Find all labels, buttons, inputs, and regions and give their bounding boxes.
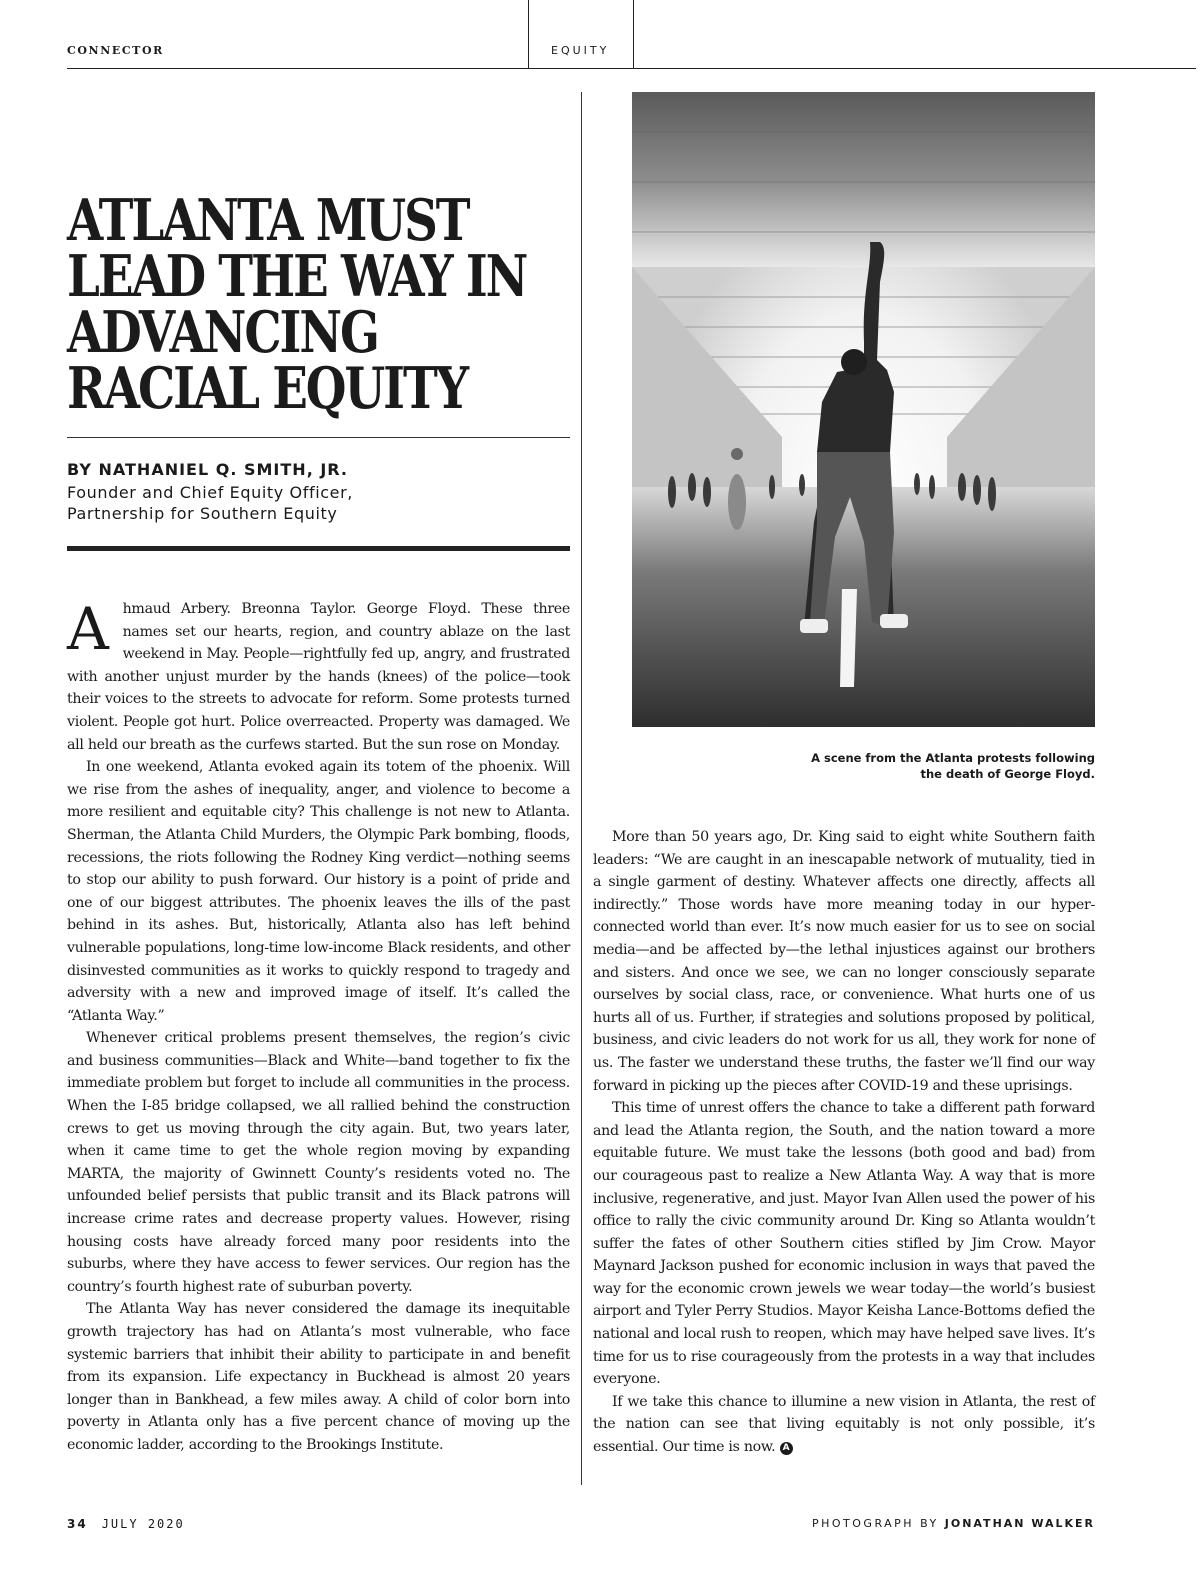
section-label: CONNECTOR [67, 44, 164, 57]
photo-credit-name: JONATHAN WALKER [944, 1517, 1095, 1530]
author-role-line: Founder and Chief Equity Officer, [67, 483, 353, 502]
caption-line: A scene from the Atlanta protests following [811, 751, 1095, 765]
paragraph: More than 50 years ago, Dr. King said to eight white Southern faith leaders: “We are caught in an inescapable network of mutuality, tied in a single garment of destiny. Whatever affects one directly, affects all indirectly.” Those words have more meaning today in our hyper-connected world than ever. It’s now much easier for us to see on social media—and be affected by—the lethal injustices against our brothers and sisters. And once we see, we can no longer consciously separate ourselves by social class, race, or convenience. What hurts one of us hurts all of us. Further, if strategies and solutions proposed by political, business, and civic leaders do not work for us all, they work for none of us. The faster we understand these truths, the faster we’ll find our way forward in picking up the pieces after COVID-19 and these uprisings. [593, 829, 1095, 1094]
paragraph-text: hmaud Arbery. Breonna Taylor. George Floyd. These three names set our hearts, region, and country ablaze on the last weekend in May. People—rightfully fed up, angry, and frustrated with another unjust murder by the hands (knees) of the police—took their voices to the streets to advocate for reform. Some protests turned violent. People got hurt. Police overreacted. Property was damaged. We all held our breath as the curfews started. But the sun rose on Monday. [67, 601, 570, 753]
article-body-left [67, 595, 570, 1457]
caption-line: the death of George Floyd. [920, 767, 1095, 781]
byline: BY NATHANIEL Q. SMITH, JR. [67, 460, 348, 479]
headline: ATLANTA MUST LEAD THE WAY IN ADVANCING RACIAL EQUITY [67, 187, 527, 422]
department-label: EQUITY [551, 44, 610, 57]
byline-rule [67, 546, 570, 551]
header-divider [633, 0, 634, 68]
article-body-right [593, 826, 1095, 1459]
paragraph [67, 595, 570, 756]
drop-cap: A [67, 595, 109, 663]
paragraph: The Atlanta Way has never considered the damage its inequitable growth trajectory has had on Atlanta’s most vulnerable, who face systemic barriers that inhibit their ability to participate in and benefit from its expansion. Life expectancy in Buckhead is almost 20 years longer than in Bankhead, a few miles away. A child of color born into poverty in Atlanta only has a five percent chance of moving up the economic ladder, according to the Brookings Institute. [67, 1301, 570, 1453]
photo-credit-label: PHOTOGRAPH BY [811, 1517, 939, 1530]
page-number: 34 [67, 1517, 88, 1531]
protest-photo-illustration [632, 92, 1095, 727]
paragraph-text: If we take this chance to illumine a new vision in Atlanta, the rest of the nation can see that living equitably is not only possible, it’s essential. Our time is now. [593, 1393, 1095, 1456]
headline-rule [67, 437, 570, 438]
end-mark-icon: A [780, 1442, 793, 1455]
paragraph [593, 1391, 1095, 1459]
photo-credit [812, 1517, 1095, 1530]
author-role-line: Partnership for Southern Equity [67, 504, 338, 523]
protest-photo [632, 92, 1095, 727]
paragraph: Whenever critical problems present themselves, the region’s civic and business communities—Black and White—band together to fix the immediate problem but forget to include all communities in the process. When the I-85 bridge collapsed, we all rallied behind the construction crews to get us moving through the city again. But, two years later, when it came time to get the whole region moving by expanding MARTA, the majority of Gwinnett County’s residents voted no. The unfounded belief persists that public transit and its Black patrons will increase crime rates and decrease property values. However, rising housing costs have already forced many poor residents into the suburbs, where they have access to fewer services. Our region has the country’s fourth highest rate of suburban poverty. [67, 1030, 570, 1295]
paragraph: In one weekend, Atlanta evoked again its totem of the phoenix. Will we rise from the ashes of inequality, anger, and violence to become a more resilient and equitable city? This challenge is not new to Atlanta. Sherman, the Atlanta Child Murders, the Olympic Park bombing, floods, recessions, the riots following the Rodney King verdict—nothing seems to stop our ability to push forward. Our history is a point of pride and one of our biggest attributes. The phoenix leaves the ills of the past behind in its ashes. But, historically, Atlanta also has left behind vulnerable populations, long-time low-income Black residents, and other disinvested communities as it works to quickly respond to tragedy and adversity with a new and improved image of itself. It’s called the “Atlanta Way.” [67, 759, 570, 1024]
folio [67, 1517, 185, 1531]
author-role [67, 482, 353, 524]
header-divider [528, 0, 529, 68]
photo-caption [760, 750, 1095, 782]
paragraph: This time of unrest offers the chance to take a different path forward and lead the Atlanta region, the South, and the nation toward a more equitable future. We must take the lessons (both good and bad) from our courageous past to realize a New Atlanta Way. A way that is more inclusive, regenerative, and just. Mayor Ivan Allen used the power of his office to rally the civic community around Dr. King so Atlanta wouldn’t suffer the fates of other Southern cities stifled by Jim Crow. Mayor Maynard Jackson pushed for economic inclusion in ways that paved the way for the economic crown jewels we wear today—the world’s busiest airport and Tyler Perry Studios. Mayor Keisha Lance-Bottoms defied the national and local rush to reopen, which may have helped save lives. It’s time for us to rise courageously from the protests in a way that includes everyone. [593, 1100, 1095, 1388]
column-divider [581, 92, 582, 1485]
issue-date: JULY 2020 [101, 1517, 185, 1531]
header-rule [67, 68, 1196, 69]
